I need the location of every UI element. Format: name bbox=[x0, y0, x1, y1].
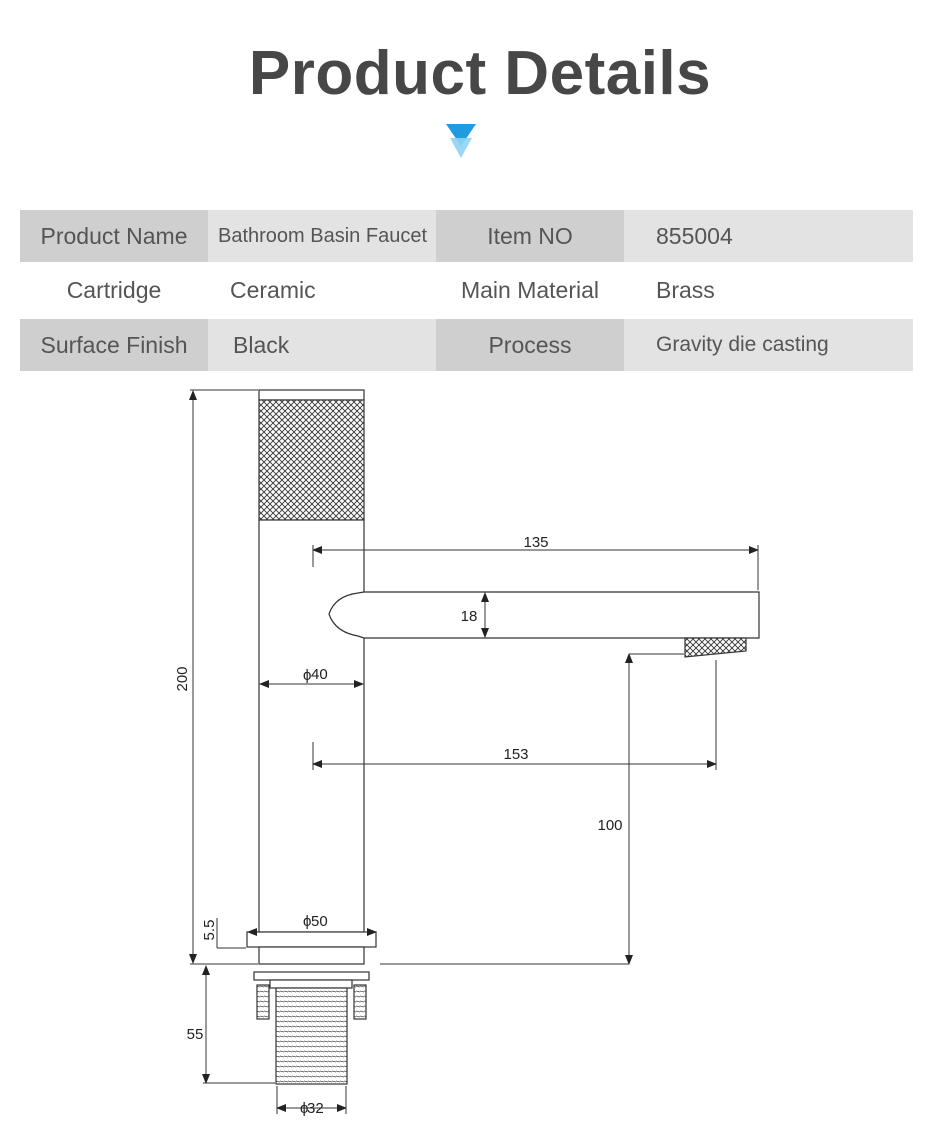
dim-spout-clearance: 100 bbox=[597, 817, 623, 834]
spec-value: 855004 bbox=[624, 210, 913, 262]
page-title: Product Details bbox=[248, 39, 712, 108]
knurled-handle bbox=[259, 400, 364, 520]
spec-label: Product Name bbox=[20, 210, 208, 262]
spec-label: Process bbox=[436, 319, 624, 371]
dim-base-height: 5.5 bbox=[201, 919, 218, 941]
mounting-stud-left bbox=[257, 985, 269, 1019]
spout bbox=[329, 592, 759, 638]
dim-base-dia: 50 bbox=[311, 913, 328, 930]
dim-spout-length: 135 bbox=[523, 534, 549, 551]
spec-label: Main Material bbox=[460, 277, 600, 303]
spec-label: Item NO bbox=[436, 210, 624, 262]
base-ring bbox=[259, 947, 364, 964]
base-plate bbox=[247, 932, 376, 947]
mount-washer bbox=[254, 972, 369, 980]
faucet-outline bbox=[247, 390, 759, 1084]
spec-label: Surface Finish bbox=[20, 319, 208, 371]
spec-value: Black bbox=[208, 319, 436, 371]
threaded-shank bbox=[276, 988, 347, 1084]
aerator bbox=[685, 638, 746, 657]
dim-total-height: 200 bbox=[174, 666, 191, 692]
dim-body-dia: 40 bbox=[311, 666, 328, 683]
mounting-stud-right bbox=[354, 985, 366, 1019]
dim-thread-dia: 32 bbox=[307, 1100, 324, 1117]
spec-value: Bathroom Basin Faucet bbox=[208, 210, 436, 262]
spec-value: Ceramic bbox=[230, 277, 316, 303]
handle-cap bbox=[259, 390, 364, 400]
dim-thread-length: 55 bbox=[186, 1026, 204, 1043]
faucet-body bbox=[259, 520, 364, 932]
spec-value: Gravity die casting bbox=[624, 319, 913, 371]
dim-reach: 153 bbox=[503, 746, 529, 763]
dia-symbol: ϕ bbox=[300, 1100, 309, 1117]
dia-symbol: ϕ bbox=[303, 913, 312, 930]
dim-spout-height: 18 bbox=[460, 608, 478, 625]
spec-value: Brass bbox=[656, 277, 715, 303]
dia-symbol: ϕ bbox=[303, 667, 312, 684]
spec-label: Cartridge bbox=[66, 277, 162, 303]
